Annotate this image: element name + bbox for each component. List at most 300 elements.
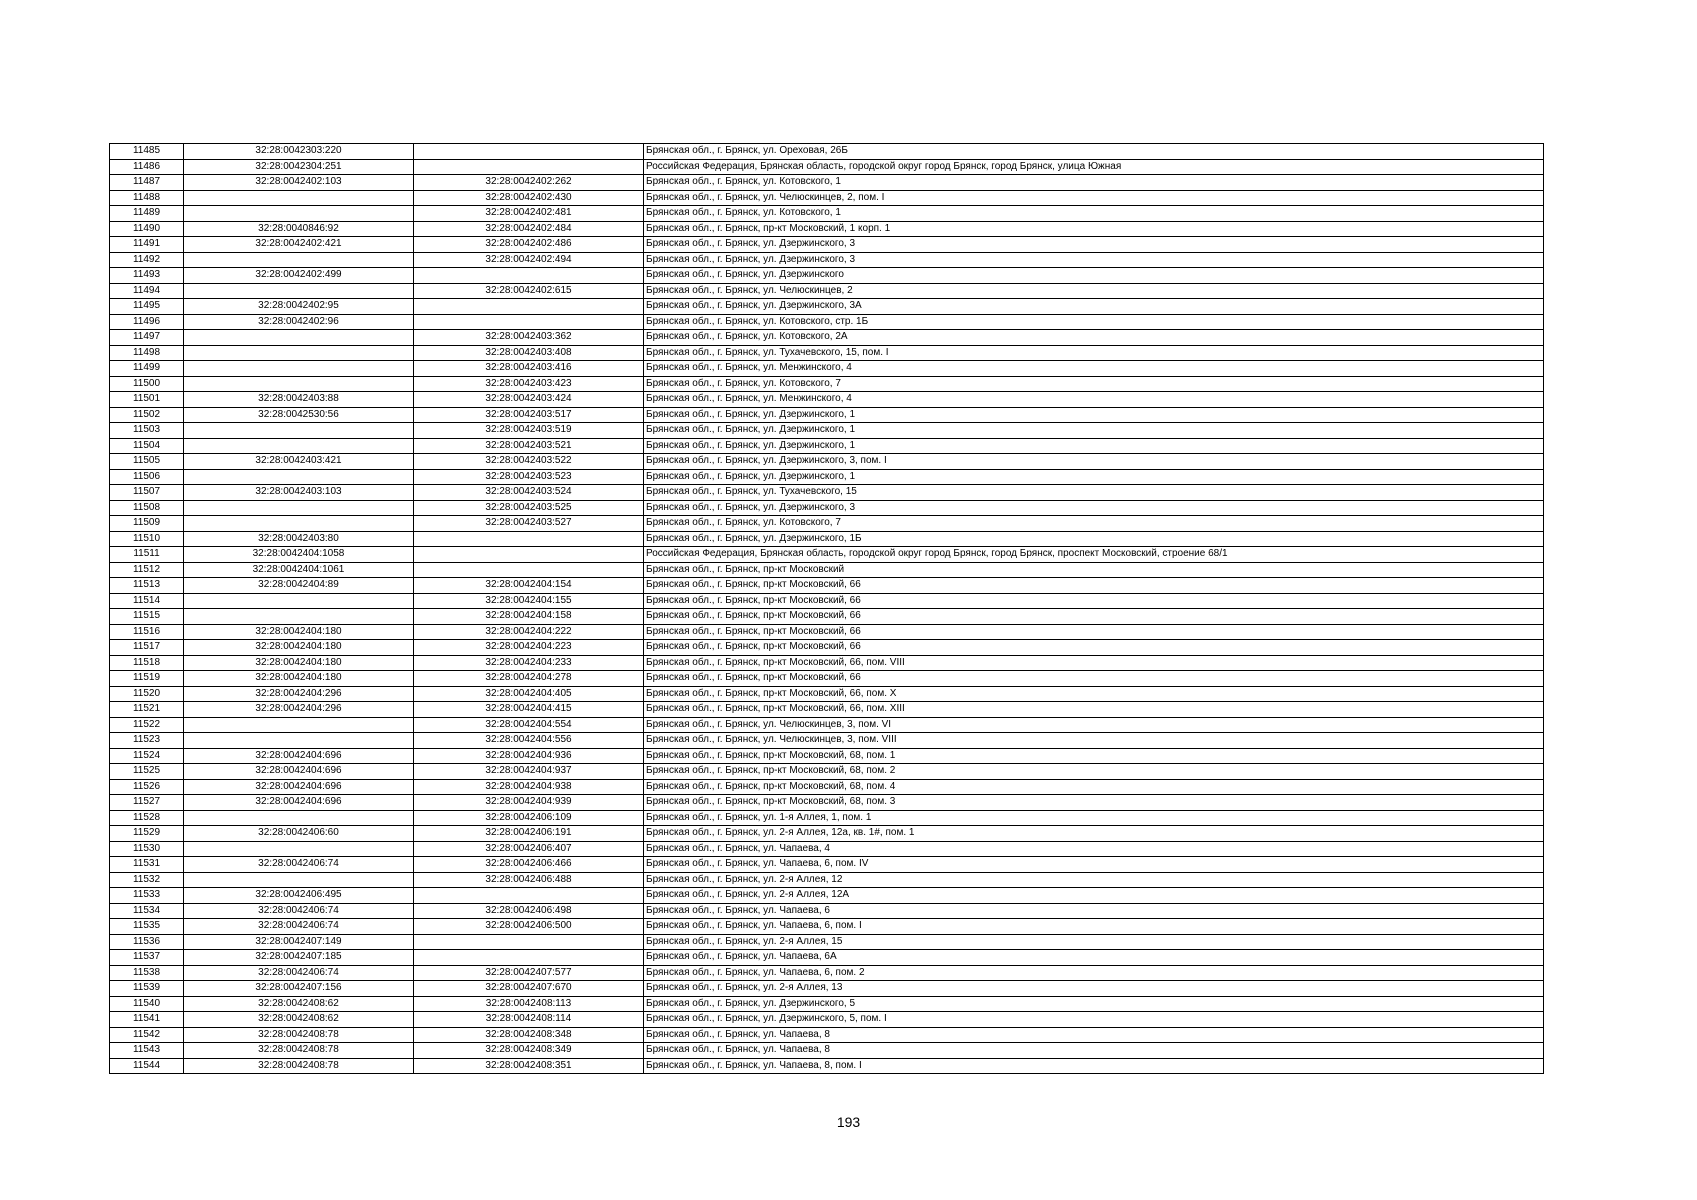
row-number-cell: 11519 xyxy=(110,671,184,687)
table-row xyxy=(110,1012,1544,1028)
land-cadastral-number-cell: 32:28:0042406:495 xyxy=(184,888,414,904)
building-cadastral-number-cell: 32:28:0042408:114 xyxy=(414,1012,644,1028)
address-cell: Брянская обл., г. Брянск, пр-кт Московский, 66 xyxy=(644,640,1544,656)
row-number-cell: 11507 xyxy=(110,485,184,501)
row-number-cell: 11496 xyxy=(110,314,184,330)
land-cadastral-number-cell: 32:28:0042404:696 xyxy=(184,795,414,811)
building-cadastral-number-cell: 32:28:0042404:223 xyxy=(414,640,644,656)
row-number-cell: 11540 xyxy=(110,996,184,1012)
address-cell: Брянская обл., г. Брянск, ул. Чапаева, 8 xyxy=(644,1027,1544,1043)
address-cell: Брянская обл., г. Брянск, ул. Чапаева, 6, пом. I xyxy=(644,919,1544,935)
address-cell: Брянская обл., г. Брянск, ул. Чапаева, 4 xyxy=(644,841,1544,857)
building-cadastral-number-cell: 32:28:0042402:481 xyxy=(414,206,644,222)
land-cadastral-number-cell: 32:28:0042404:296 xyxy=(184,702,414,718)
row-number-cell: 11506 xyxy=(110,469,184,485)
building-cadastral-number-cell xyxy=(414,934,644,950)
row-number-cell: 11538 xyxy=(110,965,184,981)
address-cell: Брянская обл., г. Брянск, ул. Котовского, стр. 1Б xyxy=(644,314,1544,330)
land-cadastral-number-cell xyxy=(184,717,414,733)
address-cell: Брянская обл., г. Брянск, пр-кт Московский, 66, пом. XIII xyxy=(644,702,1544,718)
table-row xyxy=(110,438,1544,454)
address-cell: Брянская обл., г. Брянск, ул. Дзержинского, 3 xyxy=(644,252,1544,268)
land-cadastral-number-cell: 32:28:0042407:156 xyxy=(184,981,414,997)
land-cadastral-number-cell: 32:28:0042406:74 xyxy=(184,903,414,919)
building-cadastral-number-cell xyxy=(414,888,644,904)
row-number-cell: 11488 xyxy=(110,190,184,206)
building-cadastral-number-cell: 32:28:0042403:408 xyxy=(414,345,644,361)
land-cadastral-number-cell xyxy=(184,469,414,485)
building-cadastral-number-cell: 32:28:0042404:556 xyxy=(414,733,644,749)
land-cadastral-number-cell: 32:28:0042402:103 xyxy=(184,175,414,191)
address-cell: Брянская обл., г. Брянск, ул. Чапаева, 8, пом. I xyxy=(644,1058,1544,1074)
land-cadastral-number-cell: 32:28:0042403:421 xyxy=(184,454,414,470)
row-number-cell: 11503 xyxy=(110,423,184,439)
building-cadastral-number-cell: 32:28:0042404:939 xyxy=(414,795,644,811)
land-cadastral-number-cell: 32:28:0042402:96 xyxy=(184,314,414,330)
building-cadastral-number-cell xyxy=(414,314,644,330)
table-row xyxy=(110,485,1544,501)
row-number-cell: 11518 xyxy=(110,655,184,671)
land-cadastral-number-cell: 32:28:0042406:74 xyxy=(184,965,414,981)
address-cell: Брянская обл., г. Брянск, ул. Дзержинского, 1Б xyxy=(644,531,1544,547)
land-cadastral-number-cell xyxy=(184,361,414,377)
land-cadastral-number-cell: 32:28:0042406:60 xyxy=(184,826,414,842)
address-cell: Брянская обл., г. Брянск, пр-кт Московский, 66 xyxy=(644,671,1544,687)
row-number-cell: 11535 xyxy=(110,919,184,935)
land-cadastral-number-cell xyxy=(184,516,414,532)
building-cadastral-number-cell: 32:28:0042406:191 xyxy=(414,826,644,842)
row-number-cell: 11494 xyxy=(110,283,184,299)
address-cell: Брянская обл., г. Брянск, ул. Котовского, 1 xyxy=(644,206,1544,222)
building-cadastral-number-cell: 32:28:0042402:430 xyxy=(414,190,644,206)
land-cadastral-number-cell: 32:28:0042403:103 xyxy=(184,485,414,501)
address-cell: Брянская обл., г. Брянск, ул. 2-я Аллея, 12 xyxy=(644,872,1544,888)
building-cadastral-number-cell: 32:28:0042402:486 xyxy=(414,237,644,253)
building-cadastral-number-cell: 32:28:0042402:494 xyxy=(414,252,644,268)
building-cadastral-number-cell: 32:28:0042404:938 xyxy=(414,779,644,795)
row-number-cell: 11534 xyxy=(110,903,184,919)
address-cell: Российская Федерация, Брянская область, городской округ город Брянск, город Брянск, проспект Московский, строение 68/1 xyxy=(644,547,1544,563)
building-cadastral-number-cell xyxy=(414,562,644,578)
row-number-cell: 11493 xyxy=(110,268,184,284)
table-row xyxy=(110,268,1544,284)
table-row xyxy=(110,609,1544,625)
land-cadastral-number-cell xyxy=(184,252,414,268)
building-cadastral-number-cell: 32:28:0042404:233 xyxy=(414,655,644,671)
building-cadastral-number-cell: 32:28:0042408:113 xyxy=(414,996,644,1012)
row-number-cell: 11523 xyxy=(110,733,184,749)
table-row xyxy=(110,903,1544,919)
land-cadastral-number-cell xyxy=(184,345,414,361)
row-number-cell: 11533 xyxy=(110,888,184,904)
land-cadastral-number-cell: 32:28:0042404:1058 xyxy=(184,547,414,563)
table-row xyxy=(110,547,1544,563)
row-number-cell: 11509 xyxy=(110,516,184,532)
building-cadastral-number-cell xyxy=(414,950,644,966)
address-cell: Брянская обл., г. Брянск, ул. 2-я Аллея, 15 xyxy=(644,934,1544,950)
address-cell: Брянская обл., г. Брянск, ул. Дзержинского, 3 xyxy=(644,237,1544,253)
address-cell: Брянская обл., г. Брянск, ул. Котовского, 7 xyxy=(644,516,1544,532)
row-number-cell: 11544 xyxy=(110,1058,184,1074)
land-cadastral-number-cell: 32:28:0042408:62 xyxy=(184,1012,414,1028)
address-cell: Брянская обл., г. Брянск, ул. Ореховая, 26Б xyxy=(644,144,1544,160)
land-cadastral-number-cell: 32:28:0042303:220 xyxy=(184,144,414,160)
table-row xyxy=(110,965,1544,981)
document-page xyxy=(109,143,1543,1074)
row-number-cell: 11485 xyxy=(110,144,184,160)
land-cadastral-number-cell: 32:28:0042404:180 xyxy=(184,624,414,640)
land-cadastral-number-cell: 32:28:0042408:78 xyxy=(184,1043,414,1059)
table-row xyxy=(110,314,1544,330)
row-number-cell: 11486 xyxy=(110,159,184,175)
table-row xyxy=(110,1058,1544,1074)
building-cadastral-number-cell: 32:28:0042403:525 xyxy=(414,500,644,516)
land-cadastral-number-cell: 32:28:0042408:78 xyxy=(184,1058,414,1074)
row-number-cell: 11522 xyxy=(110,717,184,733)
row-number-cell: 11491 xyxy=(110,237,184,253)
row-number-cell: 11497 xyxy=(110,330,184,346)
land-cadastral-number-cell: 32:28:0042304:251 xyxy=(184,159,414,175)
land-cadastral-number-cell xyxy=(184,593,414,609)
land-cadastral-number-cell: 32:28:0042404:89 xyxy=(184,578,414,594)
table-row xyxy=(110,423,1544,439)
building-cadastral-number-cell: 32:28:0042406:500 xyxy=(414,919,644,935)
table-row xyxy=(110,454,1544,470)
land-cadastral-number-cell: 32:28:0042402:499 xyxy=(184,268,414,284)
row-number-cell: 11495 xyxy=(110,299,184,315)
row-number-cell: 11504 xyxy=(110,438,184,454)
land-cadastral-number-cell xyxy=(184,376,414,392)
row-number-cell: 11521 xyxy=(110,702,184,718)
address-cell: Брянская обл., г. Брянск, ул. Чапаева, 6 xyxy=(644,903,1544,919)
building-cadastral-number-cell: 32:28:0042403:423 xyxy=(414,376,644,392)
table-row xyxy=(110,826,1544,842)
building-cadastral-number-cell: 32:28:0042403:522 xyxy=(414,454,644,470)
row-number-cell: 11501 xyxy=(110,392,184,408)
land-cadastral-number-cell: 32:28:0042403:88 xyxy=(184,392,414,408)
table-row xyxy=(110,640,1544,656)
land-cadastral-number-cell xyxy=(184,423,414,439)
table-row xyxy=(110,562,1544,578)
land-cadastral-number-cell: 32:28:0042404:180 xyxy=(184,640,414,656)
building-cadastral-number-cell xyxy=(414,547,644,563)
address-cell: Брянская обл., г. Брянск, пр-кт Московский, 66 xyxy=(644,593,1544,609)
land-cadastral-number-cell xyxy=(184,841,414,857)
table-row xyxy=(110,299,1544,315)
address-cell: Брянская обл., г. Брянск, ул. Дзержинского, 1 xyxy=(644,438,1544,454)
table-row xyxy=(110,934,1544,950)
table-row xyxy=(110,144,1544,160)
table-row xyxy=(110,376,1544,392)
row-number-cell: 11542 xyxy=(110,1027,184,1043)
building-cadastral-number-cell: 32:28:0042404:154 xyxy=(414,578,644,594)
building-cadastral-number-cell: 32:28:0042406:488 xyxy=(414,872,644,888)
address-cell: Брянская обл., г. Брянск, ул. Чапаева, 6А xyxy=(644,950,1544,966)
address-cell: Брянская обл., г. Брянск, пр-кт Московский, 68, пом. 1 xyxy=(644,748,1544,764)
address-cell: Российская Федерация, Брянская область, городской округ город Брянск, город Брянск, улица Южная xyxy=(644,159,1544,175)
row-number-cell: 11510 xyxy=(110,531,184,547)
address-cell: Брянская обл., г. Брянск, ул. Котовского, 2А xyxy=(644,330,1544,346)
land-cadastral-number-cell: 32:28:0042407:149 xyxy=(184,934,414,950)
land-cadastral-number-cell: 32:28:0042404:1061 xyxy=(184,562,414,578)
row-number-cell: 11516 xyxy=(110,624,184,640)
row-number-cell: 11541 xyxy=(110,1012,184,1028)
address-cell: Брянская обл., г. Брянск, ул. Котовского, 1 xyxy=(644,175,1544,191)
address-cell: Брянская обл., г. Брянск, ул. Дзержинского, 3А xyxy=(644,299,1544,315)
land-cadastral-number-cell: 32:28:0042530:56 xyxy=(184,407,414,423)
table-row xyxy=(110,919,1544,935)
land-cadastral-number-cell: 32:28:0042402:95 xyxy=(184,299,414,315)
address-cell: Брянская обл., г. Брянск, ул. Чапаева, 8 xyxy=(644,1043,1544,1059)
building-cadastral-number-cell: 32:28:0042404:415 xyxy=(414,702,644,718)
row-number-cell: 11515 xyxy=(110,609,184,625)
building-cadastral-number-cell: 32:28:0042407:670 xyxy=(414,981,644,997)
row-number-cell: 11520 xyxy=(110,686,184,702)
building-cadastral-number-cell: 32:28:0042404:158 xyxy=(414,609,644,625)
building-cadastral-number-cell: 32:28:0042404:278 xyxy=(414,671,644,687)
building-cadastral-number-cell: 32:28:0042403:527 xyxy=(414,516,644,532)
row-number-cell: 11513 xyxy=(110,578,184,594)
table-row xyxy=(110,252,1544,268)
table-row xyxy=(110,624,1544,640)
building-cadastral-number-cell: 32:28:0042402:484 xyxy=(414,221,644,237)
address-cell: Брянская обл., г. Брянск, ул. Тухачевского, 15, пом. I xyxy=(644,345,1544,361)
land-cadastral-number-cell xyxy=(184,438,414,454)
building-cadastral-number-cell: 32:28:0042404:405 xyxy=(414,686,644,702)
table-row xyxy=(110,795,1544,811)
address-cell: Брянская обл., г. Брянск, пр-кт Московский, 66, пом. VIII xyxy=(644,655,1544,671)
building-cadastral-number-cell: 32:28:0042406:407 xyxy=(414,841,644,857)
table-row xyxy=(110,159,1544,175)
table-row xyxy=(110,748,1544,764)
land-cadastral-number-cell xyxy=(184,733,414,749)
land-cadastral-number-cell: 32:28:0042404:180 xyxy=(184,655,414,671)
land-cadastral-number-cell: 32:28:0042404:296 xyxy=(184,686,414,702)
address-cell: Брянская обл., г. Брянск, ул. 1-я Аллея, 1, пом. 1 xyxy=(644,810,1544,826)
row-number-cell: 11531 xyxy=(110,857,184,873)
table-row xyxy=(110,671,1544,687)
building-cadastral-number-cell: 32:28:0042406:109 xyxy=(414,810,644,826)
table-row xyxy=(110,888,1544,904)
address-cell: Брянская обл., г. Брянск, ул. 2-я Аллея, 12А xyxy=(644,888,1544,904)
building-cadastral-number-cell: 32:28:0042403:416 xyxy=(414,361,644,377)
table-row xyxy=(110,996,1544,1012)
building-cadastral-number-cell: 32:28:0042408:348 xyxy=(414,1027,644,1043)
table-row xyxy=(110,1027,1544,1043)
address-cell: Брянская обл., г. Брянск, ул. Дзержинского xyxy=(644,268,1544,284)
land-cadastral-number-cell xyxy=(184,190,414,206)
address-cell: Брянская обл., г. Брянск, ул. 2-я Аллея, 12а, кв. 1#, пом. 1 xyxy=(644,826,1544,842)
land-cadastral-number-cell xyxy=(184,283,414,299)
land-cadastral-number-cell: 32:28:0042404:696 xyxy=(184,748,414,764)
row-number-cell: 11512 xyxy=(110,562,184,578)
row-number-cell: 11500 xyxy=(110,376,184,392)
table-row xyxy=(110,237,1544,253)
building-cadastral-number-cell: 32:28:0042407:577 xyxy=(414,965,644,981)
building-cadastral-number-cell: 32:28:0042402:615 xyxy=(414,283,644,299)
land-cadastral-number-cell xyxy=(184,330,414,346)
building-cadastral-number-cell: 32:28:0042408:351 xyxy=(414,1058,644,1074)
table-row xyxy=(110,361,1544,377)
address-cell: Брянская обл., г. Брянск, ул. Челюскинцев, 2 xyxy=(644,283,1544,299)
address-cell: Брянская обл., г. Брянск, пр-кт Московский, 68, пом. 3 xyxy=(644,795,1544,811)
address-cell: Брянская обл., г. Брянск, ул. Чапаева, 6, пом. IV xyxy=(644,857,1544,873)
land-cadastral-number-cell: 32:28:0042403:80 xyxy=(184,531,414,547)
address-cell: Брянская обл., г. Брянск, пр-кт Московский, 66 xyxy=(644,609,1544,625)
building-cadastral-number-cell: 32:28:0042403:362 xyxy=(414,330,644,346)
table-row xyxy=(110,407,1544,423)
address-cell: Брянская обл., г. Брянск, ул. Дзержинского, 1 xyxy=(644,423,1544,439)
address-cell: Брянская обл., г. Брянск, ул. Дзержинского, 3 xyxy=(644,500,1544,516)
land-cadastral-number-cell: 32:28:0042406:74 xyxy=(184,857,414,873)
table-row xyxy=(110,469,1544,485)
building-cadastral-number-cell: 32:28:0042404:155 xyxy=(414,593,644,609)
row-number-cell: 11539 xyxy=(110,981,184,997)
address-cell: Брянская обл., г. Брянск, ул. Тухачевского, 15 xyxy=(644,485,1544,501)
table-row xyxy=(110,950,1544,966)
address-cell: Брянская обл., г. Брянск, пр-кт Московский, 68, пом. 4 xyxy=(644,779,1544,795)
table-row xyxy=(110,578,1544,594)
address-cell: Брянская обл., г. Брянск, ул. Дзержинского, 3, пом. I xyxy=(644,454,1544,470)
address-cell: Брянская обл., г. Брянск, ул. Чапаева, 6, пом. 2 xyxy=(644,965,1544,981)
registry-table-body xyxy=(110,144,1544,1074)
land-cadastral-number-cell: 32:28:0042407:185 xyxy=(184,950,414,966)
row-number-cell: 11508 xyxy=(110,500,184,516)
row-number-cell: 11511 xyxy=(110,547,184,563)
table-row xyxy=(110,857,1544,873)
table-row xyxy=(110,221,1544,237)
address-cell: Брянская обл., г. Брянск, пр-кт Московский, 66 xyxy=(644,624,1544,640)
land-cadastral-number-cell: 32:28:0042404:180 xyxy=(184,671,414,687)
row-number-cell: 11525 xyxy=(110,764,184,780)
row-number-cell: 11524 xyxy=(110,748,184,764)
address-cell: Брянская обл., г. Брянск, пр-кт Московский xyxy=(644,562,1544,578)
property-registry-table xyxy=(109,143,1544,1074)
address-cell: Брянская обл., г. Брянск, пр-кт Московский, 66, пом. X xyxy=(644,686,1544,702)
land-cadastral-number-cell xyxy=(184,810,414,826)
row-number-cell: 11529 xyxy=(110,826,184,842)
building-cadastral-number-cell: 32:28:0042403:523 xyxy=(414,469,644,485)
table-row xyxy=(110,655,1544,671)
table-row xyxy=(110,733,1544,749)
table-row xyxy=(110,810,1544,826)
row-number-cell: 11514 xyxy=(110,593,184,609)
building-cadastral-number-cell: 32:28:0042406:498 xyxy=(414,903,644,919)
address-cell: Брянская обл., г. Брянск, ул. Дзержинского, 5, пом. I xyxy=(644,1012,1544,1028)
building-cadastral-number-cell: 32:28:0042403:517 xyxy=(414,407,644,423)
building-cadastral-number-cell xyxy=(414,299,644,315)
row-number-cell: 11528 xyxy=(110,810,184,826)
table-row xyxy=(110,717,1544,733)
address-cell: Брянская обл., г. Брянск, ул. Менжинского, 4 xyxy=(644,361,1544,377)
building-cadastral-number-cell xyxy=(414,159,644,175)
land-cadastral-number-cell: 32:28:0042404:696 xyxy=(184,764,414,780)
address-cell: Брянская обл., г. Брянск, ул. Дзержинского, 1 xyxy=(644,407,1544,423)
row-number-cell: 11532 xyxy=(110,872,184,888)
building-cadastral-number-cell xyxy=(414,268,644,284)
address-cell: Брянская обл., г. Брянск, ул. Челюскинцев, 3, пом. VIII xyxy=(644,733,1544,749)
table-row xyxy=(110,500,1544,516)
building-cadastral-number-cell: 32:28:0042403:521 xyxy=(414,438,644,454)
table-row xyxy=(110,283,1544,299)
address-cell: Брянская обл., г. Брянск, ул. Дзержинского, 5 xyxy=(644,996,1544,1012)
row-number-cell: 11537 xyxy=(110,950,184,966)
land-cadastral-number-cell: 32:28:0042408:62 xyxy=(184,996,414,1012)
building-cadastral-number-cell: 32:28:0042404:554 xyxy=(414,717,644,733)
address-cell: Брянская обл., г. Брянск, ул. Челюскинцев, 3, пом. VI xyxy=(644,717,1544,733)
row-number-cell: 11487 xyxy=(110,175,184,191)
building-cadastral-number-cell: 32:28:0042406:466 xyxy=(414,857,644,873)
row-number-cell: 11526 xyxy=(110,779,184,795)
page-number: 193 xyxy=(836,1114,861,1130)
land-cadastral-number-cell: 32:28:0040846:92 xyxy=(184,221,414,237)
table-row xyxy=(110,516,1544,532)
building-cadastral-number-cell: 32:28:0042404:936 xyxy=(414,748,644,764)
building-cadastral-number-cell: 32:28:0042402:262 xyxy=(414,175,644,191)
land-cadastral-number-cell xyxy=(184,609,414,625)
building-cadastral-number-cell: 32:28:0042403:424 xyxy=(414,392,644,408)
address-cell: Брянская обл., г. Брянск, ул. Котовского, 7 xyxy=(644,376,1544,392)
table-row xyxy=(110,190,1544,206)
land-cadastral-number-cell: 32:28:0042408:78 xyxy=(184,1027,414,1043)
row-number-cell: 11498 xyxy=(110,345,184,361)
table-row xyxy=(110,764,1544,780)
table-row xyxy=(110,872,1544,888)
address-cell: Брянская обл., г. Брянск, пр-кт Московский, 68, пом. 2 xyxy=(644,764,1544,780)
table-row xyxy=(110,392,1544,408)
table-row xyxy=(110,702,1544,718)
building-cadastral-number-cell xyxy=(414,531,644,547)
building-cadastral-number-cell xyxy=(414,144,644,160)
row-number-cell: 11505 xyxy=(110,454,184,470)
row-number-cell: 11536 xyxy=(110,934,184,950)
building-cadastral-number-cell: 32:28:0042404:937 xyxy=(414,764,644,780)
building-cadastral-number-cell: 32:28:0042403:519 xyxy=(414,423,644,439)
table-row xyxy=(110,841,1544,857)
row-number-cell: 11502 xyxy=(110,407,184,423)
table-row xyxy=(110,175,1544,191)
building-cadastral-number-cell: 32:28:0042404:222 xyxy=(414,624,644,640)
address-cell: Брянская обл., г. Брянск, пр-кт Московский, 66 xyxy=(644,578,1544,594)
row-number-cell: 11492 xyxy=(110,252,184,268)
table-row xyxy=(110,779,1544,795)
land-cadastral-number-cell xyxy=(184,500,414,516)
row-number-cell: 11499 xyxy=(110,361,184,377)
table-row xyxy=(110,345,1544,361)
table-row xyxy=(110,1043,1544,1059)
address-cell: Брянская обл., г. Брянск, ул. Менжинского, 4 xyxy=(644,392,1544,408)
row-number-cell: 11543 xyxy=(110,1043,184,1059)
address-cell: Брянская обл., г. Брянск, пр-кт Московский, 1 корп. 1 xyxy=(644,221,1544,237)
row-number-cell: 11490 xyxy=(110,221,184,237)
address-cell: Брянская обл., г. Брянск, ул. Челюскинцев, 2, пом. I xyxy=(644,190,1544,206)
land-cadastral-number-cell xyxy=(184,206,414,222)
row-number-cell: 11527 xyxy=(110,795,184,811)
table-row xyxy=(110,330,1544,346)
row-number-cell: 11530 xyxy=(110,841,184,857)
building-cadastral-number-cell: 32:28:0042408:349 xyxy=(414,1043,644,1059)
land-cadastral-number-cell: 32:28:0042406:74 xyxy=(184,919,414,935)
land-cadastral-number-cell xyxy=(184,872,414,888)
land-cadastral-number-cell: 32:28:0042404:696 xyxy=(184,779,414,795)
table-row xyxy=(110,206,1544,222)
row-number-cell: 11517 xyxy=(110,640,184,656)
row-number-cell: 11489 xyxy=(110,206,184,222)
table-row xyxy=(110,531,1544,547)
address-cell: Брянская обл., г. Брянск, ул. Дзержинского, 1 xyxy=(644,469,1544,485)
address-cell: Брянская обл., г. Брянск, ул. 2-я Аллея, 13 xyxy=(644,981,1544,997)
table-row xyxy=(110,686,1544,702)
